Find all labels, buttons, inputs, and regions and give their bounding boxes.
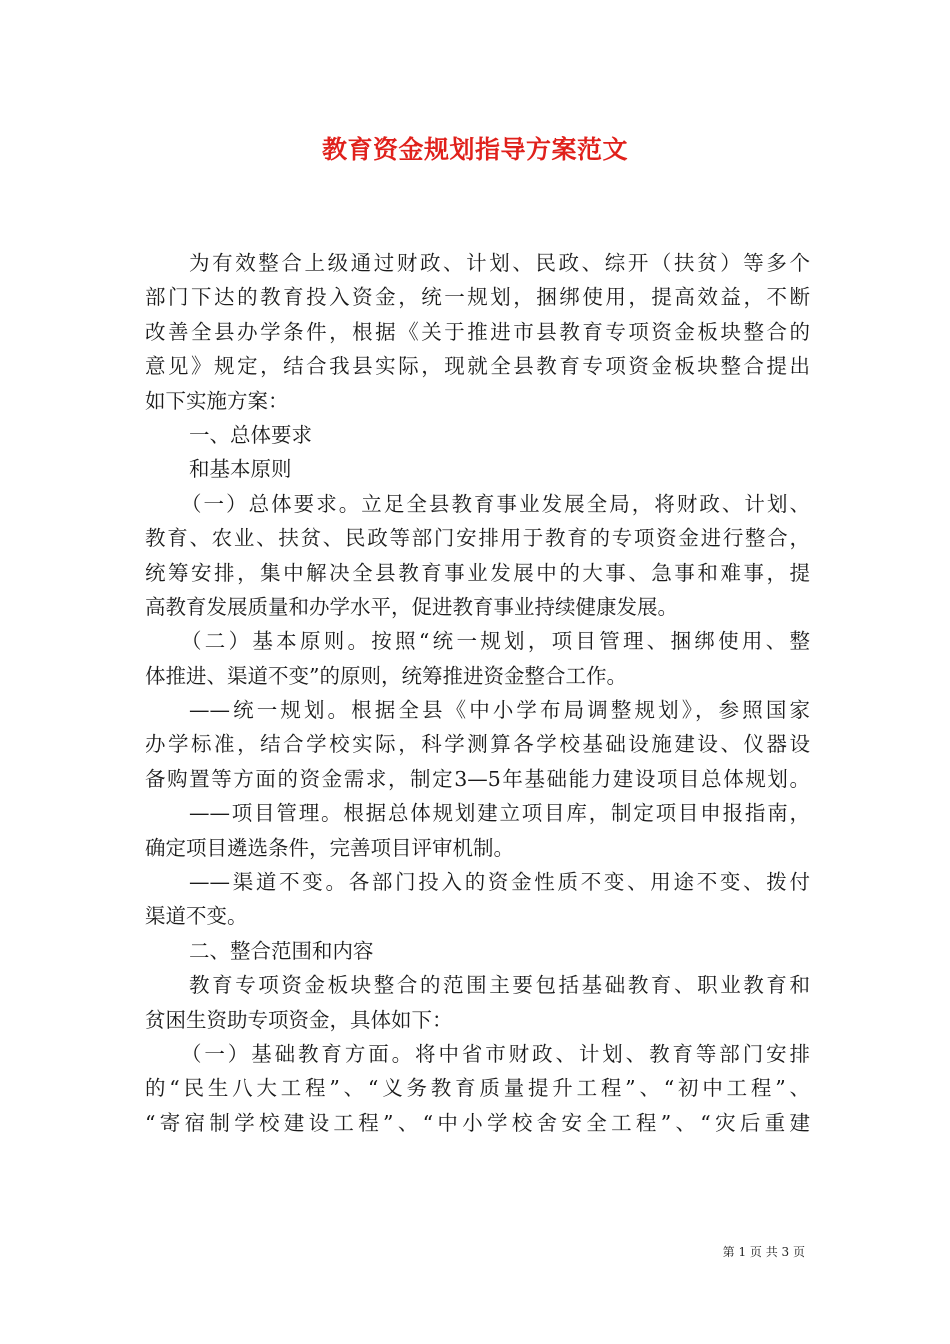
document-body (145, 246, 810, 1140)
body-line: 渠道不变。 (145, 904, 248, 929)
body-line: 体推进、渠道不变”的原则，统筹推进资金整合工作。 (145, 663, 627, 688)
body-line: 统筹安排，集中解决全县教育事业发展中的大事、急事和难事，提 (145, 560, 810, 585)
body-line: 如下实施方案： (145, 388, 289, 413)
body-line: 办学标准，结合学校实际，科学测算各学校基础设施建设、仪器设 (145, 732, 810, 757)
body-line: 部门下达的教育投入资金，统一规划，捆绑使用，提高效益，不断 (145, 285, 810, 310)
body-line: 贫困生资助专项资金，具体如下： (145, 1007, 453, 1032)
document-title: 教育资金规划指导方案范文 (321, 135, 628, 164)
body-line: ——项目管理。根据总体规划建立项目库，制定项目申报指南， (189, 801, 810, 826)
body-line: （一）基础教育方面。将中省市财政、计划、教育等部门安排 (181, 1041, 810, 1066)
body-line: （一）总体要求。立足全县教育事业发展全局，将财政、计划、 (181, 491, 810, 516)
body-line: 为有效整合上级通过财政、计划、民政、综开（扶贫）等多个 (189, 251, 810, 275)
page-footer: 第 1 页 共 3 页 (722, 1245, 805, 1259)
body-line: 确定项目遴选条件，完善项目评审机制。 (145, 835, 514, 860)
body-line: （二）基本原则。按照“统一规划，项目管理、捆绑使用、整 (181, 629, 810, 654)
body-line: ——渠道不变。各部门投入的资金性质不变、用途不变、拨付 (189, 870, 810, 895)
body-line: 意见》规定，结合我县实际，现就全县教育专项资金板块整合提出 (145, 354, 810, 379)
body-line: 二、整合范围和内容 (189, 938, 374, 963)
body-line: 高教育发展质量和办学水平，促进教育事业持续健康发展。 (145, 594, 678, 619)
body-line: 改善全县办学条件，根据《关于推进市县教育专项资金板块整合的 (145, 319, 810, 344)
body-line: ——统一规划。根据全县《中小学布局调整规划》，参照国家 (189, 698, 810, 723)
body-line: “寄宿制学校建设工程”、“中小学校舍安全工程”、“灾后重建 (145, 1110, 810, 1135)
body-line: 和基本原则 (189, 457, 292, 482)
body-line: 教育专项资金板块整合的范围主要包括基础教育、职业教育和 (189, 973, 810, 998)
body-line: 教育、农业、扶贫、民政等部门安排用于教育的专项资金进行整合， (145, 526, 810, 551)
body-line: 的“民生八大工程”、“义务教育质量提升工程”、“初中工程”、 (145, 1076, 810, 1101)
body-line: 一、总体要求 (189, 422, 312, 447)
body-line: 备购置等方面的资金需求，制定3—5年基础能力建设项目总体规划。 (145, 766, 810, 791)
